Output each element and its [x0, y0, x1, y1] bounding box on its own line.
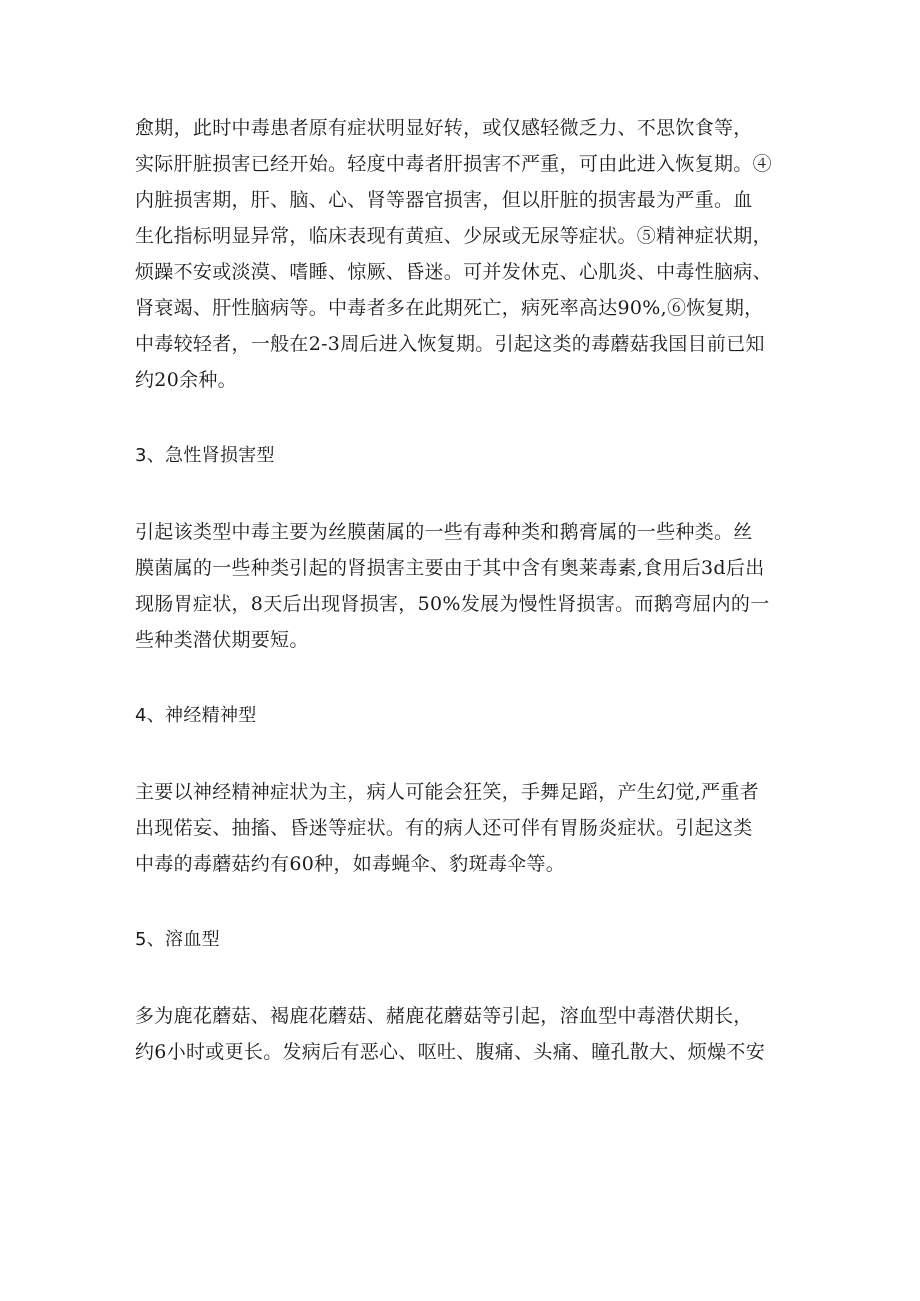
text-line: 引起该类型中毒主要为丝膜菌属的一些有毒种类和鹅膏属的一些种类。丝 — [135, 521, 753, 543]
text-line: 烦躁不安或淡漠、嗜睡、惊厥、昏迷。可并发休克、心肌炎、中毒性脑病、 — [135, 261, 772, 283]
text-line: 现肠胃症状，8天后出现肾损害，50%发展为慢性肾损害。而鹅弯屈内的一 — [135, 593, 770, 615]
text-line: 愈期，此时中毒患者原有症状明显好转，或仅感轻微乏力、不思饮食等， — [135, 117, 753, 139]
paragraph-acute-kidney — [135, 514, 795, 658]
section-heading-acute-kidney: 3、急性肾损害型 — [135, 445, 275, 466]
text-line: 约6小时或更长。发病后有恶心、呕吐、腹痛、头痛、瞳孔散大、烦燥不安 — [135, 1041, 765, 1063]
document-body — [135, 110, 795, 1070]
text-line: 中毒的毒蘑菇约有60种，如毒蝇伞、豹斑毒伞等。 — [135, 853, 566, 875]
section-heading-hemolytic: 5、溶血型 — [135, 929, 220, 950]
section-heading-neuropsychiatric: 4、神经精神型 — [135, 705, 257, 726]
text-line: 多为鹿花蘑菇、褐鹿花蘑菇、赭鹿花蘑菇等引起，溶血型中毒潜伏期长， — [135, 1005, 753, 1027]
paragraph-neuropsychiatric — [135, 774, 795, 882]
text-line: 些种类潜伏期要短。 — [135, 629, 309, 651]
text-line: 约20余种。 — [135, 369, 237, 391]
text-line: 实际肝脏损害已经开始。轻度中毒者肝损害不严重，可由此进入恢复期。④ — [135, 153, 772, 175]
text-line: 生化指标明显异常，临床表现有黄疸、少尿或无尿等症状。⑤精神症状期， — [135, 225, 772, 247]
text-line: 主要以神经精神症状为主，病人可能会狂笑，手舞足蹈，产生幻觉,严重者 — [135, 781, 759, 803]
paragraph-liver-damage — [135, 110, 795, 398]
text-line: 出现偌妄、抽搐、昏迷等症状。有的病人还可伴有胃肠炎症状。引起这类 — [135, 817, 753, 839]
text-line: 内脏损害期，肝、脑、心、肾等器官损害，但以肝脏的损害最为严重。血 — [135, 189, 753, 211]
text-line: 膜菌属的一些种类引起的肾损害主要由于其中含有奥莱毒素,食用后3d后出 — [135, 557, 765, 579]
text-line: 肾衰竭、肝性脑病等。中毒者多在此期死亡，病死率高达90%,⑥恢复期， — [135, 297, 764, 319]
text-line: 中毒较轻者，一般在2-3周后进入恢复期。引起这类的毒蘑菇我国目前已知 — [135, 333, 765, 355]
paragraph-hemolytic — [135, 998, 795, 1070]
